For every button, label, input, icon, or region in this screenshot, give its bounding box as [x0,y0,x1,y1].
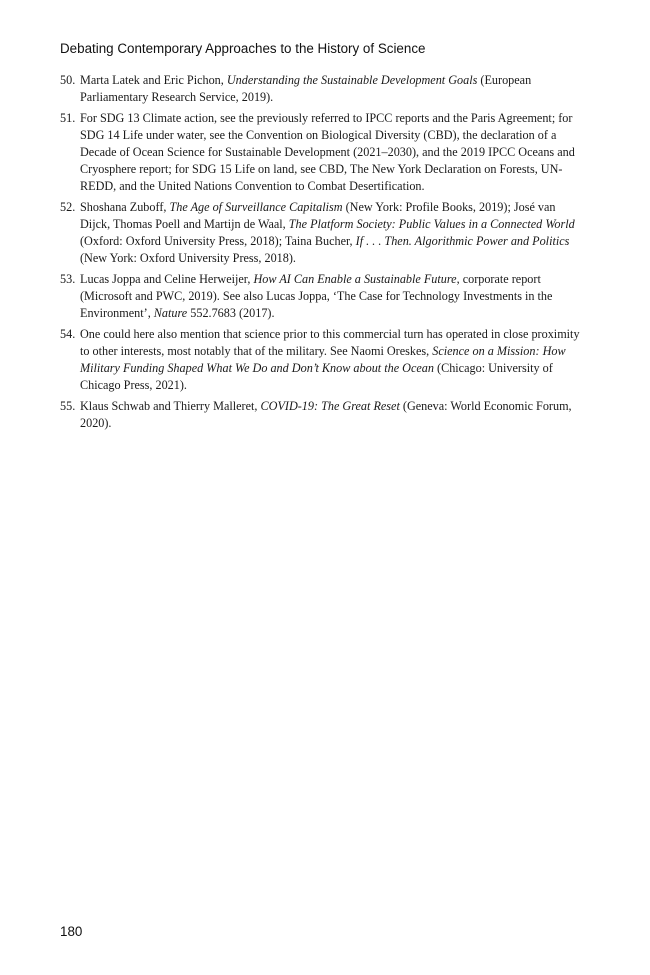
endnote-text [80,327,580,392]
endnote-text-run: 552.7683 (2017). [187,306,275,320]
endnote-text-run: For SDG 13 Climate action, see the previously referred to IPCC reports and the Paris Agreement; for SDG 14 Life under water, see the Convention on Biological Diversity (CBD), the declaration of a Decade of Ocean Science for Sustainable Development (2021–2030), and the 2019 IPCC Oceans and Cryosphere report; for SDG 15 Life on land, see CBD, The New York Declaration on Forests, UN-REDD, and the United Nations Convention to Combat Desertification. [80,111,575,193]
endnote-text-run: (Chicago: University of Chicago Press, 2021). [80,361,553,392]
running-head: Debating Contemporary Approaches to the History of Science [60,41,426,56]
endnote [60,110,580,195]
endnote-number: 54. [60,327,76,341]
endnote-title-italic: The Age of Surveillance Capitalism [169,200,343,214]
endnote-text-run: Marta Latek and Eric Pichon, [80,73,227,87]
endnote [60,398,580,432]
endnote-text-run: (Oxford: Oxford University Press, 2018); Taina Bucher, [80,234,356,248]
endnote-text-run: One could here also mention that science prior to this commercial turn has operated in close proximity to other interests, most notably that of the military. See Naomi Oreskes, [80,327,580,358]
endnote [60,72,580,106]
endnote-text-run: (European Parliamentary Research Service, 2019). [80,73,532,104]
endnote-text [80,399,572,430]
endnote [60,326,580,394]
endnote-text-run: (Geneva: World Economic Forum, 2020). [80,399,572,430]
endnote-text [80,272,552,320]
endnote-text-run: (New York: Oxford University Press, 2018). [80,251,296,265]
endnote-number: 52. [60,200,76,214]
endnote [60,271,580,322]
endnote-number: 51. [60,111,76,125]
endnote-title-italic: How AI Can Enable a Sustainable Future [253,272,457,286]
page-number: 180 [60,924,83,939]
endnote-number: 53. [60,272,76,286]
endnote-text-run: Shoshana Zuboff, [80,200,170,214]
endnote-text [80,200,575,265]
endnote-text-run: , corporate report (Microsoft and PWC, 2019). See also Lucas Joppa, ‘The Case for Technology Investments in the Environment’, [80,272,553,320]
endnote-title-italic: If . . . Then. Algorithmic Power and Politics [355,234,570,248]
endnote [60,199,580,267]
endnote-number: 55. [60,399,76,413]
endnote-title-italic: Understanding the Sustainable Development Goals [226,73,478,87]
endnote-title-italic: COVID-19: The Great Reset [260,399,400,413]
endnote-text-run: (New York: Profile Books, 2019); José van Dijck, Thomas Poell and Martijn de Waal, [80,200,556,231]
endnote-text-run: Lucas Joppa and Celine Herweijer, [80,272,254,286]
endnote-title-italic: Science on a Mission: How Military Funding Shaped What We Do and Don’t Know about the Ocean [80,344,566,375]
endnote-title-italic: The Platform Society: Public Values in a Connected World [288,217,575,231]
endnote-text [80,73,531,104]
endnote-number: 50. [60,73,76,87]
endnote-text-run: Klaus Schwab and Thierry Malleret, [80,399,261,413]
endnote-text [80,111,575,193]
endnotes-list [60,72,580,436]
endnote-title-italic: Nature [153,306,188,320]
